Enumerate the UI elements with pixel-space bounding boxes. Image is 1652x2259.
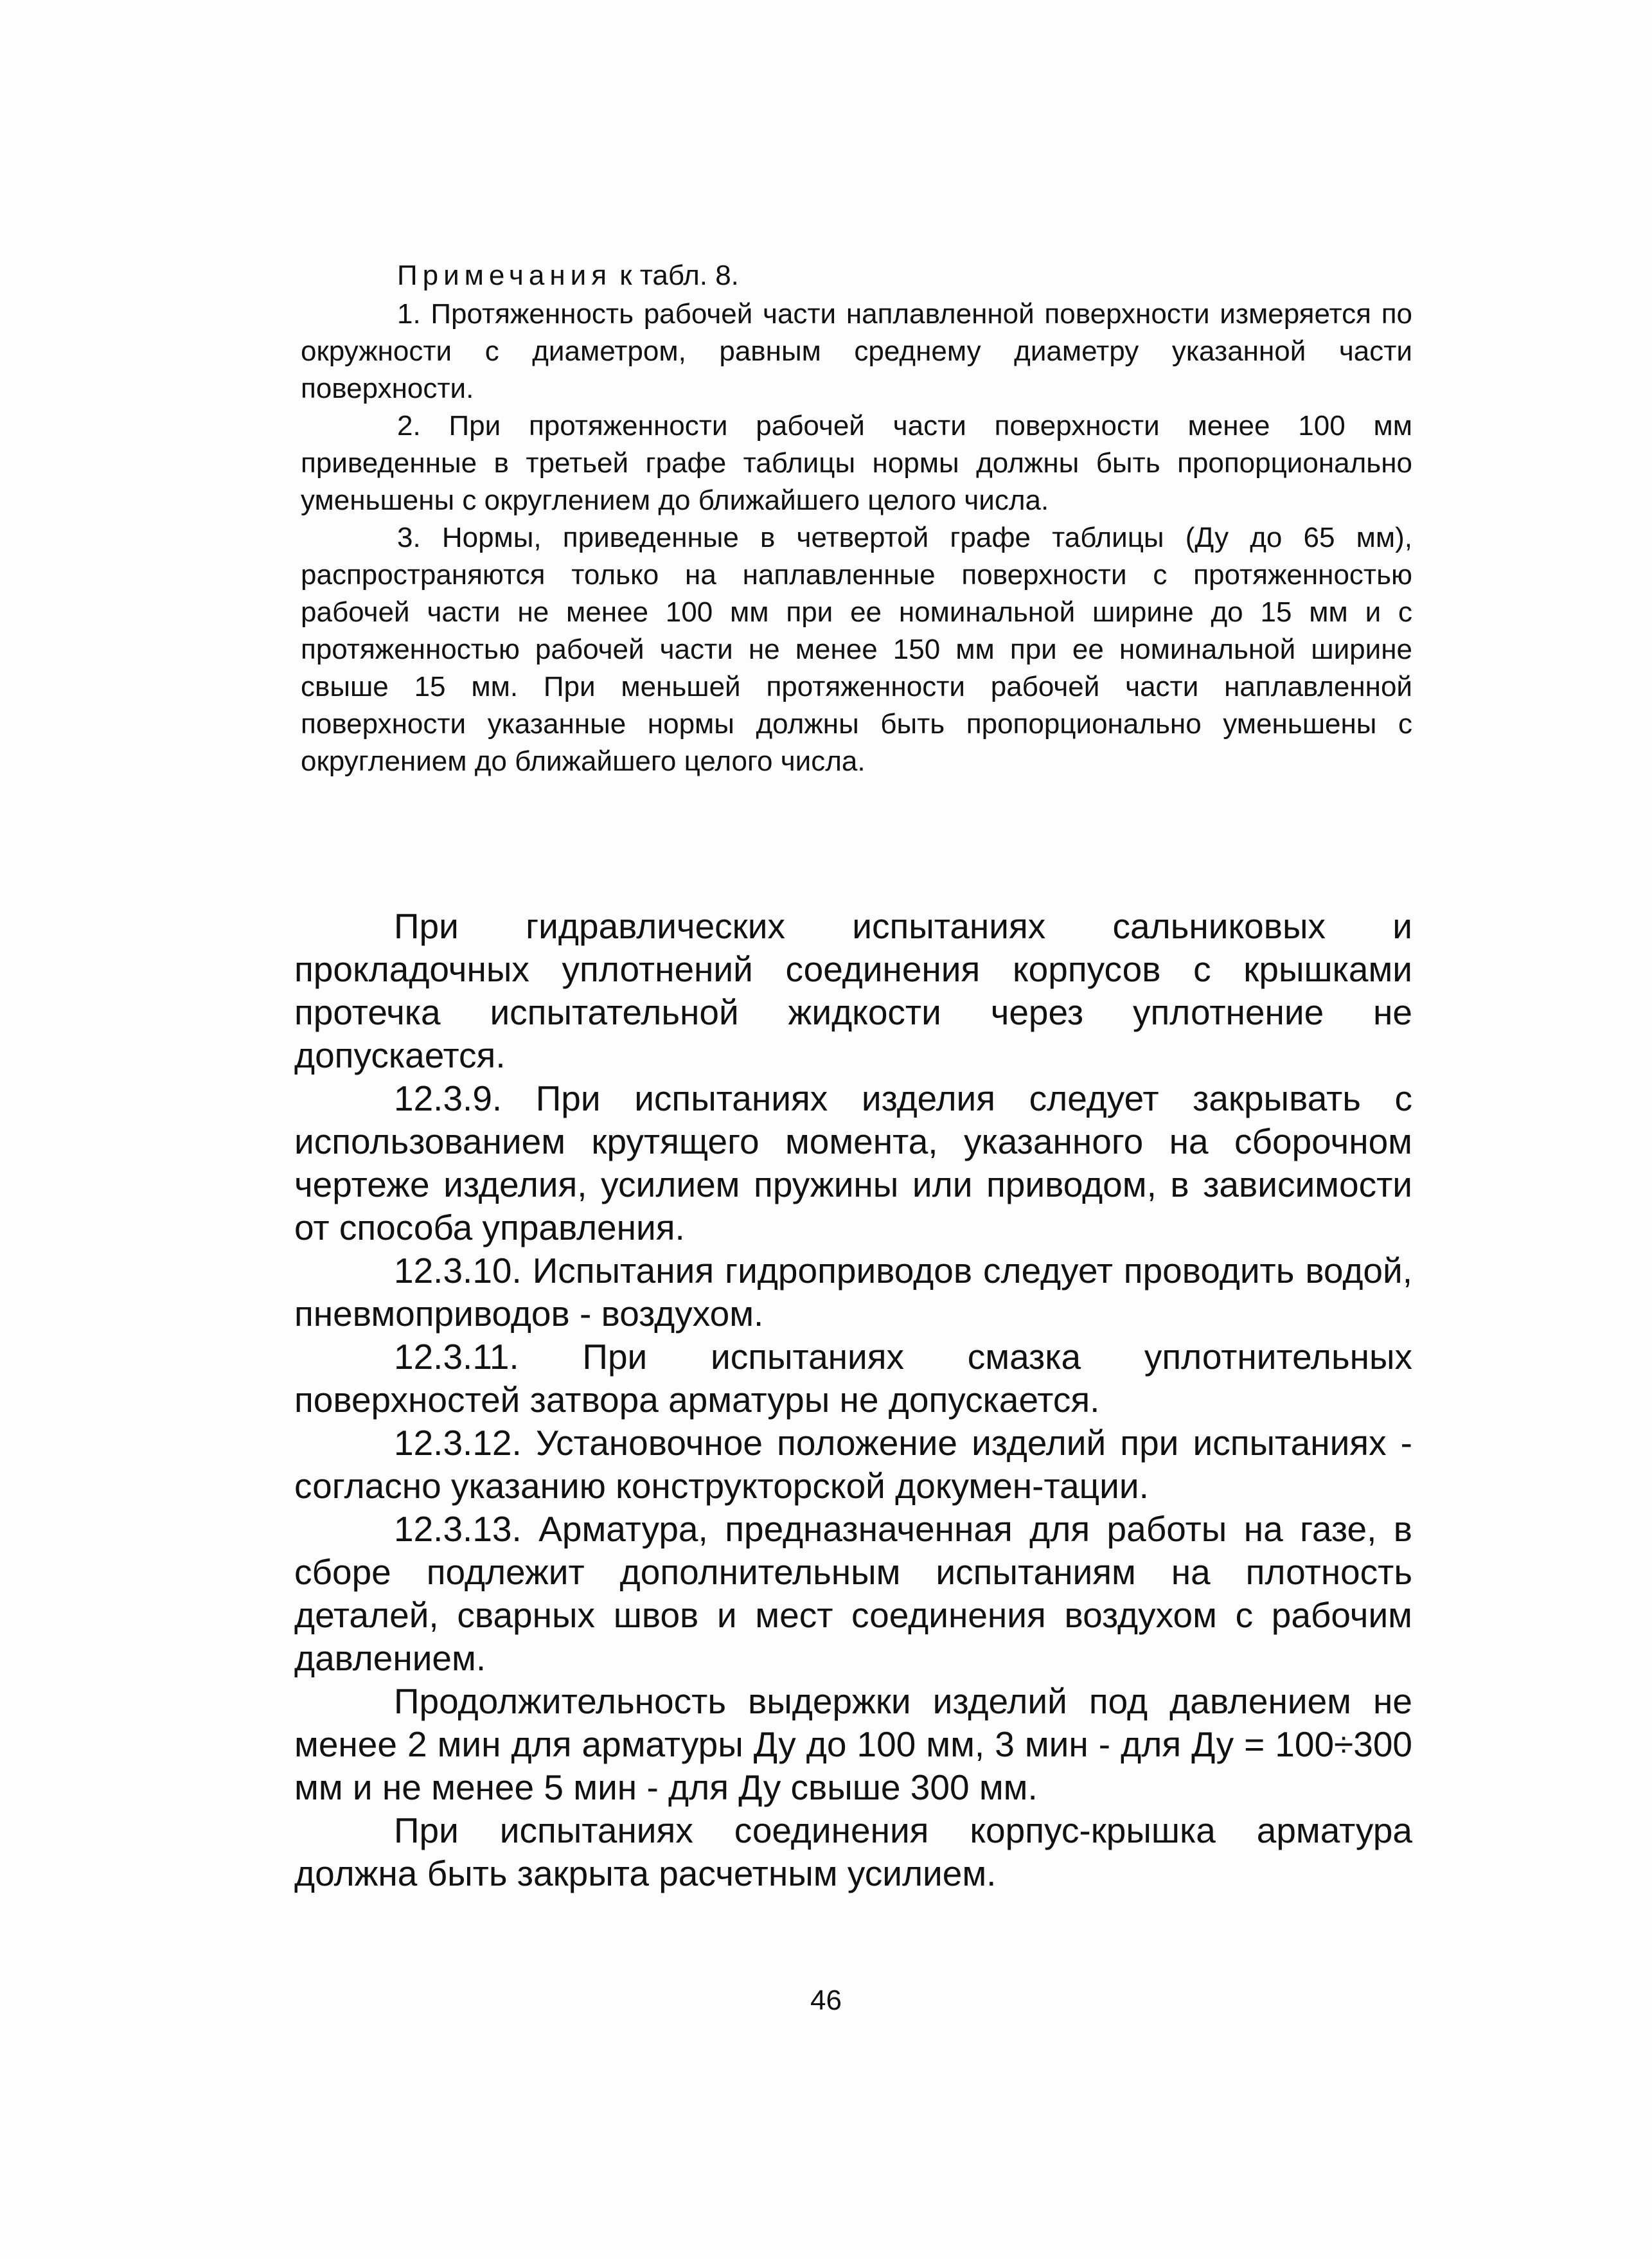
notes-title-label: Примечания xyxy=(397,260,612,291)
paragraph-12-3-12: 12.3.12. Установочное положение изделий при испытаниях - согласно указанию конструкторской докумен-тации. xyxy=(294,1423,1412,1506)
paragraph-12-3-9: 12.3.9. При испытаниях изделия следует закрывать с использованием крутящего момента, указанного на сборочном чертеже изделия, усилием пружины или приводом, в зависимости от способа управления. xyxy=(294,1078,1412,1247)
note-item-3: 3. Нормы, приведенные в четвертой графе таблицы (Ду до 65 мм), распространяются только на наплавленные поверхности с протяженностью рабочей части не менее 100 мм при ее номинальной ширине до 15 мм и с протяженностью рабочей части не менее 150 мм при ее номинальной ширине свыше 15 мм. При меньшей протяженности рабочей части наплавленной поверхности указанные нормы должны быть пропорционально уменьшены с округлением до ближайшего целого числа. xyxy=(301,522,1412,777)
notes-title xyxy=(301,257,1412,294)
paragraph-hydraulic-tests: При гидравлических испытаниях сальниковых и прокладочных уплотнений соединения корпусов с крышками протечка испытательной жидкости через уплотнение не допускается. xyxy=(294,906,1412,1075)
note-item-1: 1. Протяженность рабочей части наплавленной поверхности измеряется по окружности с диаметром, равным среднему диаметру указанной части поверхности. xyxy=(301,298,1412,404)
notes-title-ref: к табл. 8. xyxy=(612,260,739,291)
main-text-block xyxy=(294,905,1412,1895)
page-number: 46 xyxy=(810,1985,842,2016)
paragraph-holding-time: Продолжительность выдержки изделий под давлением не менее 2 мин для арматуры Ду до 100 мм, 3 мин - для Ду = 100÷300 мм и не менее 5 мин - для Ду свыше 300 мм. xyxy=(294,1681,1412,1807)
paragraph-12-3-13: 12.3.13. Арматура, предназначенная для работы на газе, в сборе подлежит дополнительным испытаниям на плотность деталей, сварных швов и мест соединения воздухом с рабочим давлением. xyxy=(294,1509,1412,1678)
paragraph-body-cover-tests: При испытаниях соединения корпус-крышка арматура должна быть закрыта расчетным усилием. xyxy=(294,1810,1412,1893)
notes-block xyxy=(301,257,1412,780)
note-item-2: 2. При протяженности рабочей части поверхности менее 100 мм приведенные в третьей графе таблицы нормы должны быть пропорционально уменьшены с округлением до ближайшего целого числа. xyxy=(301,410,1412,516)
paragraph-12-3-11: 12.3.11. При испытаниях смазка уплотнительных поверхностей затвора арматуры не допускается. xyxy=(294,1337,1412,1420)
paragraph-12-3-10: 12.3.10. Испытания гидроприводов следует проводить водой, пневмоприводов - воздухом. xyxy=(294,1251,1412,1334)
